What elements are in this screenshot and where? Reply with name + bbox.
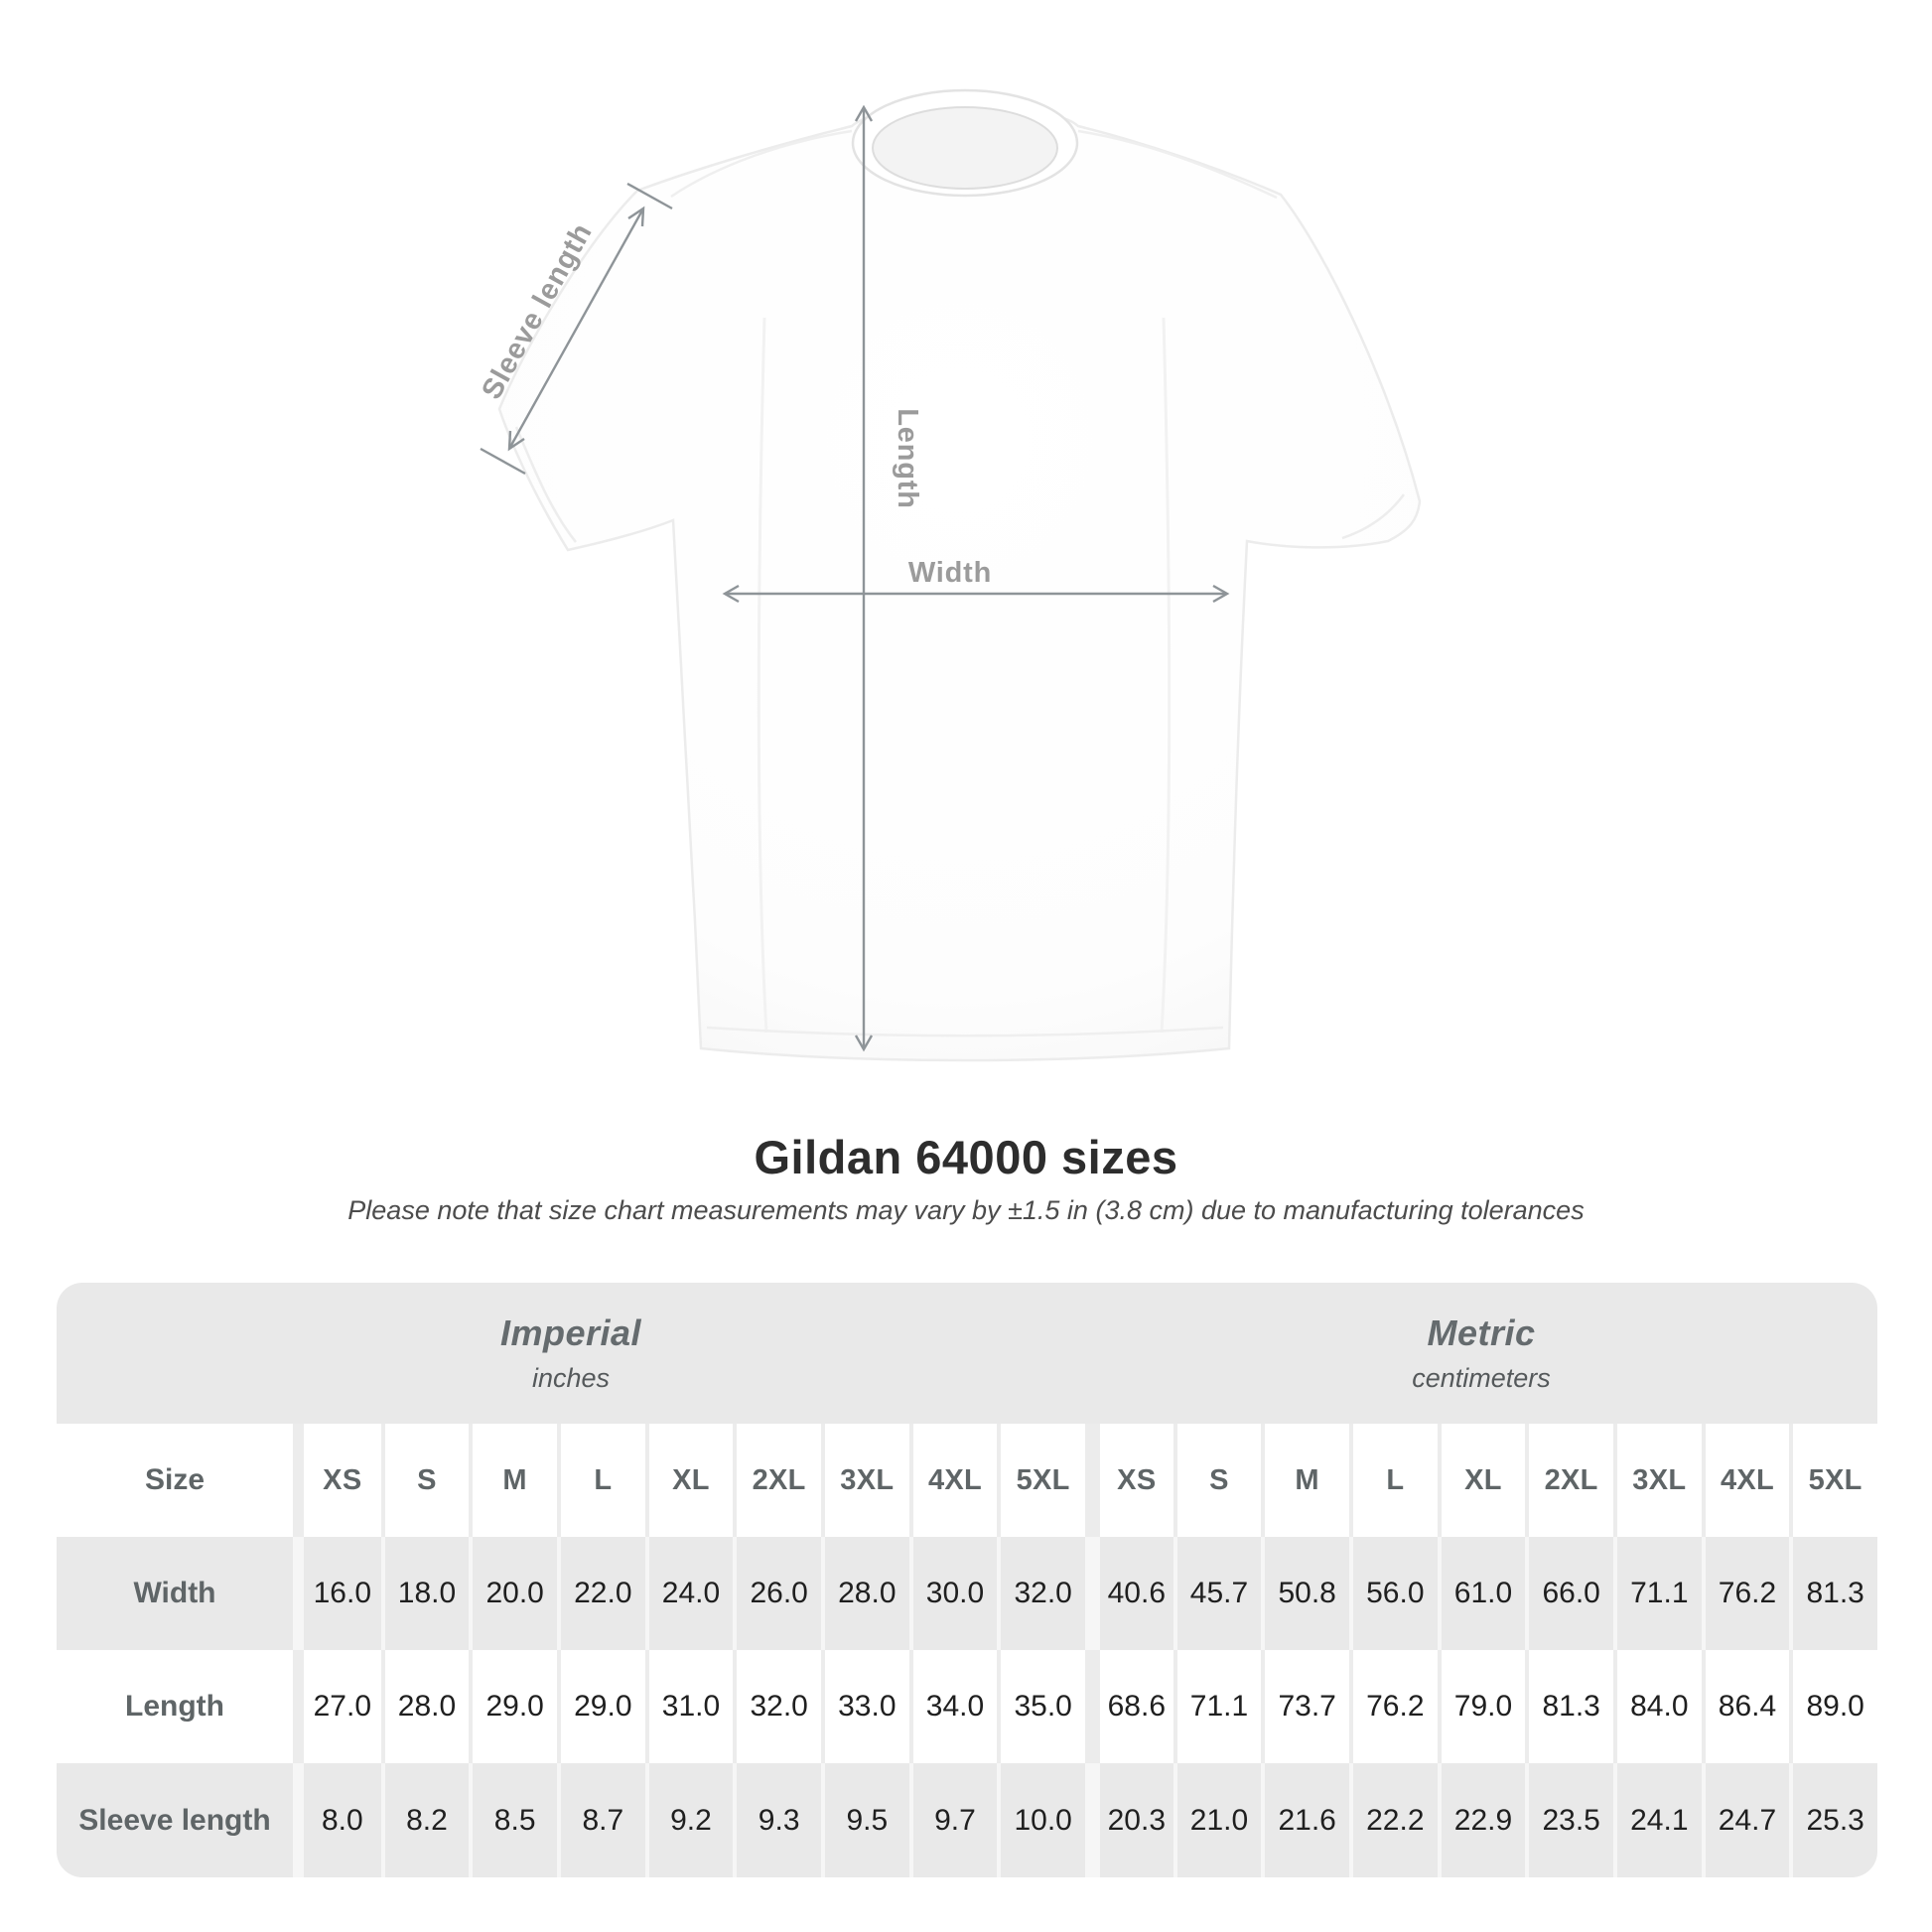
size-header-imperial-xl: XL — [645, 1424, 734, 1537]
imperial-group-unit: inches — [531, 1363, 611, 1393]
value-cell: 31.0 — [645, 1650, 734, 1763]
value-cell: 40.6 — [1085, 1537, 1173, 1650]
value-cell: 32.0 — [733, 1650, 821, 1763]
value-cell: 24.1 — [1613, 1763, 1702, 1877]
value-cell: 27.0 — [293, 1650, 381, 1763]
value-cell: 21.0 — [1173, 1763, 1262, 1877]
value-cell: 10.0 — [997, 1763, 1085, 1877]
value-cell: 34.0 — [909, 1650, 998, 1763]
value-cell: 81.3 — [1789, 1537, 1877, 1650]
size-header-metric-4xl: 4XL — [1702, 1424, 1790, 1537]
size-header-imperial-2xl: 2XL — [733, 1424, 821, 1537]
value-cell: 89.0 — [1789, 1650, 1877, 1763]
value-cell: 50.8 — [1261, 1537, 1349, 1650]
size-header-imperial-m: M — [469, 1424, 557, 1537]
size-header-metric-xl: XL — [1438, 1424, 1526, 1537]
size-header-imperial-xs: XS — [293, 1424, 381, 1537]
value-cell: 22.9 — [1438, 1763, 1526, 1877]
sleeve-length-annotation: Sleeve length — [476, 217, 599, 405]
value-cell: 22.0 — [557, 1537, 645, 1650]
value-cell: 23.5 — [1525, 1763, 1613, 1877]
row-label-length: Length — [57, 1650, 293, 1763]
value-cell: 84.0 — [1613, 1650, 1702, 1763]
imperial-group-label: Imperial — [499, 1312, 642, 1353]
value-cell: 68.6 — [1085, 1650, 1173, 1763]
value-cell: 56.0 — [1349, 1537, 1438, 1650]
value-cell: 73.7 — [1261, 1650, 1349, 1763]
value-cell: 21.6 — [1261, 1763, 1349, 1877]
size-header-imperial-4xl: 4XL — [909, 1424, 998, 1537]
value-cell: 20.0 — [469, 1537, 557, 1650]
value-cell: 71.1 — [1613, 1537, 1702, 1650]
size-header-metric-xs: XS — [1085, 1424, 1173, 1537]
value-cell: 28.0 — [821, 1537, 909, 1650]
value-cell: 61.0 — [1438, 1537, 1526, 1650]
metric-group-header — [1085, 1283, 1877, 1424]
value-cell: 81.3 — [1525, 1650, 1613, 1763]
size-header-imperial-5xl: 5XL — [997, 1424, 1085, 1537]
metric-group-label: Metric — [1427, 1312, 1536, 1353]
size-header-metric-3xl: 3XL — [1613, 1424, 1702, 1537]
value-cell: 66.0 — [1525, 1537, 1613, 1650]
value-cell: 29.0 — [469, 1650, 557, 1763]
value-cell: 25.3 — [1789, 1763, 1877, 1877]
value-cell: 71.1 — [1173, 1650, 1262, 1763]
page-title: Gildan 64000 sizes — [754, 1131, 1178, 1183]
value-cell: 26.0 — [733, 1537, 821, 1650]
size-header-imperial-l: L — [557, 1424, 645, 1537]
value-cell: 9.7 — [909, 1763, 998, 1877]
value-cell: 20.3 — [1085, 1763, 1173, 1877]
size-header-imperial-3xl: 3XL — [821, 1424, 909, 1537]
value-cell: 76.2 — [1349, 1650, 1438, 1763]
value-cell: 29.0 — [557, 1650, 645, 1763]
size-column-header: Size — [57, 1424, 293, 1537]
collar-opening — [873, 107, 1057, 189]
value-cell: 30.0 — [909, 1537, 998, 1650]
value-cell: 79.0 — [1438, 1650, 1526, 1763]
size-header-metric-m: M — [1261, 1424, 1349, 1537]
value-cell: 9.5 — [821, 1763, 909, 1877]
row-label-sleeve-length: Sleeve length — [57, 1763, 293, 1877]
value-cell: 35.0 — [997, 1650, 1085, 1763]
value-cell: 28.0 — [381, 1650, 470, 1763]
value-cell: 33.0 — [821, 1650, 909, 1763]
size-header-imperial-s: S — [381, 1424, 470, 1537]
width-annotation: Width — [907, 557, 993, 589]
size-chart-table — [57, 1283, 1877, 1877]
value-cell: 24.7 — [1702, 1763, 1790, 1877]
value-cell: 9.3 — [733, 1763, 821, 1877]
row-label-width: Width — [57, 1537, 293, 1650]
length-annotation: Length — [892, 408, 923, 509]
value-cell: 9.2 — [645, 1763, 734, 1877]
value-cell: 8.0 — [293, 1763, 381, 1877]
value-cell: 86.4 — [1702, 1650, 1790, 1763]
value-cell: 45.7 — [1173, 1537, 1262, 1650]
value-cell: 16.0 — [293, 1537, 381, 1650]
tolerance-note: Please note that size chart measurements may vary by ±1.5 in (3.8 cm) due to manufacturing tolerances — [347, 1195, 1585, 1225]
value-cell: 76.2 — [1702, 1537, 1790, 1650]
value-cell: 22.2 — [1349, 1763, 1438, 1877]
size-header-metric-s: S — [1173, 1424, 1262, 1537]
value-cell: 8.2 — [381, 1763, 470, 1877]
value-cell: 8.5 — [469, 1763, 557, 1877]
value-cell: 32.0 — [997, 1537, 1085, 1650]
size-header-metric-2xl: 2XL — [1525, 1424, 1613, 1537]
size-header-metric-5xl: 5XL — [1789, 1424, 1877, 1537]
value-cell: 18.0 — [381, 1537, 470, 1650]
size-header-metric-l: L — [1349, 1424, 1438, 1537]
imperial-group-header — [57, 1283, 1085, 1424]
value-cell: 24.0 — [645, 1537, 734, 1650]
value-cell: 8.7 — [557, 1763, 645, 1877]
metric-group-unit: centimeters — [1412, 1363, 1551, 1393]
